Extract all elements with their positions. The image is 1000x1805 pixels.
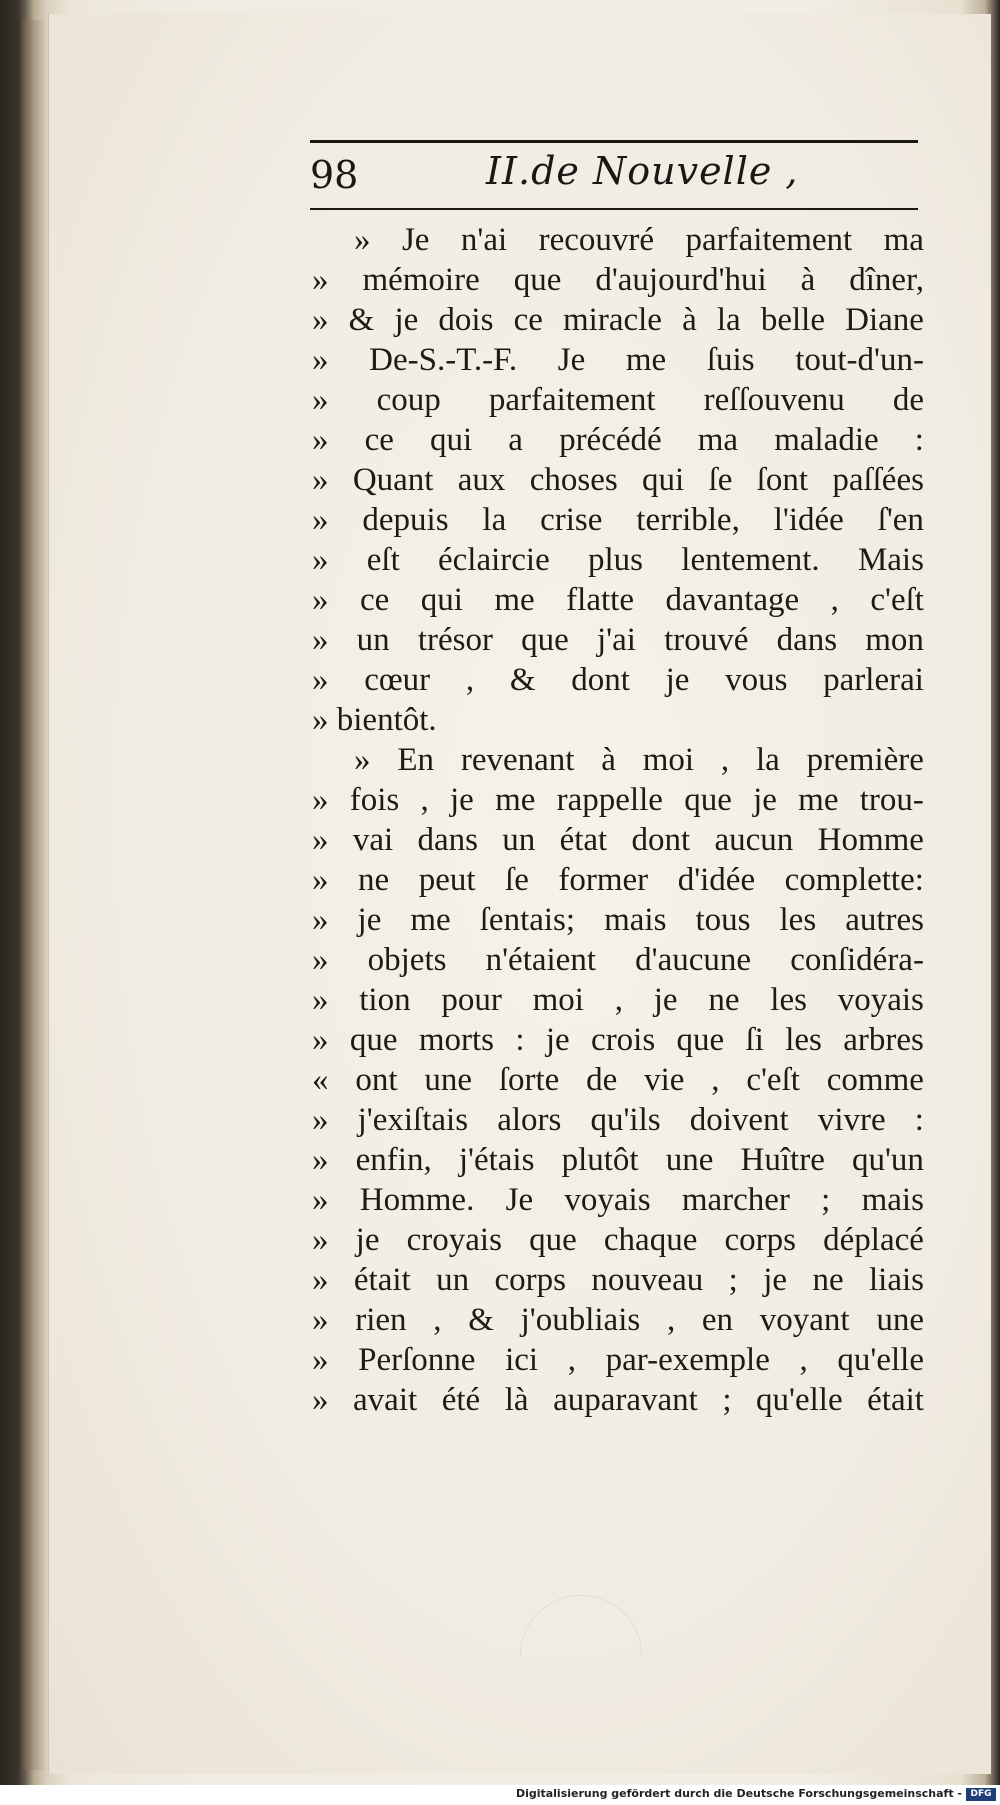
text-line: » enfin, j'étais plutôt une Huître qu'un	[312, 1142, 924, 1178]
page-number: 98	[310, 153, 359, 197]
text-line: » & je dois ce miracle à la belle Diane	[312, 302, 924, 338]
header-top-rule	[310, 140, 918, 143]
text-line: » De-S.-T.-F. Je me ſuis tout-d'un-	[312, 342, 924, 378]
text-line: » bientôt.	[312, 702, 437, 738]
funding-note: Digitalisierung gefördert durch die Deutsche Forschungsgemeinschaft -	[515, 1787, 962, 1800]
text-line: » Perſonne ici , par-exemple , qu'elle	[312, 1342, 924, 1378]
text-line: » Je n'ai recouvré parfaitement ma	[354, 222, 924, 258]
dfg-logo: DFG	[966, 1788, 996, 1801]
text-line: » je croyais que chaque corps déplacé	[312, 1222, 924, 1258]
text-line: » cœur , & dont je vous parlerai	[312, 662, 924, 698]
text-line: » je me ſentais; mais tous les autres	[312, 902, 924, 938]
text-line: » vai dans un état dont aucun Homme	[312, 822, 924, 858]
text-line: » fois , je me rappelle que je me trou-	[312, 782, 924, 818]
text-line: » ce qui a précédé ma maladie :	[312, 422, 924, 458]
text-line: » Homme. Je voyais marcher ; mais	[312, 1182, 924, 1218]
running-head: II.de Nouvelle ,	[486, 149, 799, 193]
text-line: » tion pour moi , je ne les voyais	[312, 982, 924, 1018]
page-header	[310, 147, 918, 207]
text-line: » j'exiſtais alors qu'ils doivent vivre :	[312, 1102, 924, 1138]
text-line: » avait été là auparavant ; qu'elle était	[312, 1382, 924, 1418]
text-line: « ont une ſorte de vie , c'eſt comme	[312, 1062, 924, 1098]
text-line: » depuis la crise terrible, l'idée ſ'en	[312, 502, 924, 538]
text-line: » que morts : je crois que ſi les arbres	[312, 1022, 924, 1058]
text-line: » ce qui me flatte davantage , c'eſt	[312, 582, 924, 618]
text-line: » un trésor que j'ai trouvé dans mon	[312, 622, 924, 658]
text-line: » eſt éclaircie plus lentement. Mais	[312, 542, 924, 578]
text-line: » En revenant à moi , la première	[354, 742, 924, 778]
text-line: » mémoire que d'aujourd'hui à dîner,	[312, 262, 924, 298]
text-line: » coup parfaitement reſſouvenu de	[312, 382, 924, 418]
text-line: » était un corps nouveau ; je ne liais	[312, 1262, 924, 1298]
body-text	[312, 220, 924, 1420]
text-line: » ne peut ſe former d'idée complette:	[312, 862, 924, 898]
text-line: » rien , & j'oubliais , en voyant une	[312, 1302, 924, 1338]
text-line: » objets n'étaient d'aucune conſidéra-	[312, 942, 924, 978]
text-line: » Quant aux choses qui ſe ſont paſſées	[312, 462, 924, 498]
header-bottom-rule	[310, 208, 918, 210]
digitization-footer	[0, 1785, 1000, 1805]
